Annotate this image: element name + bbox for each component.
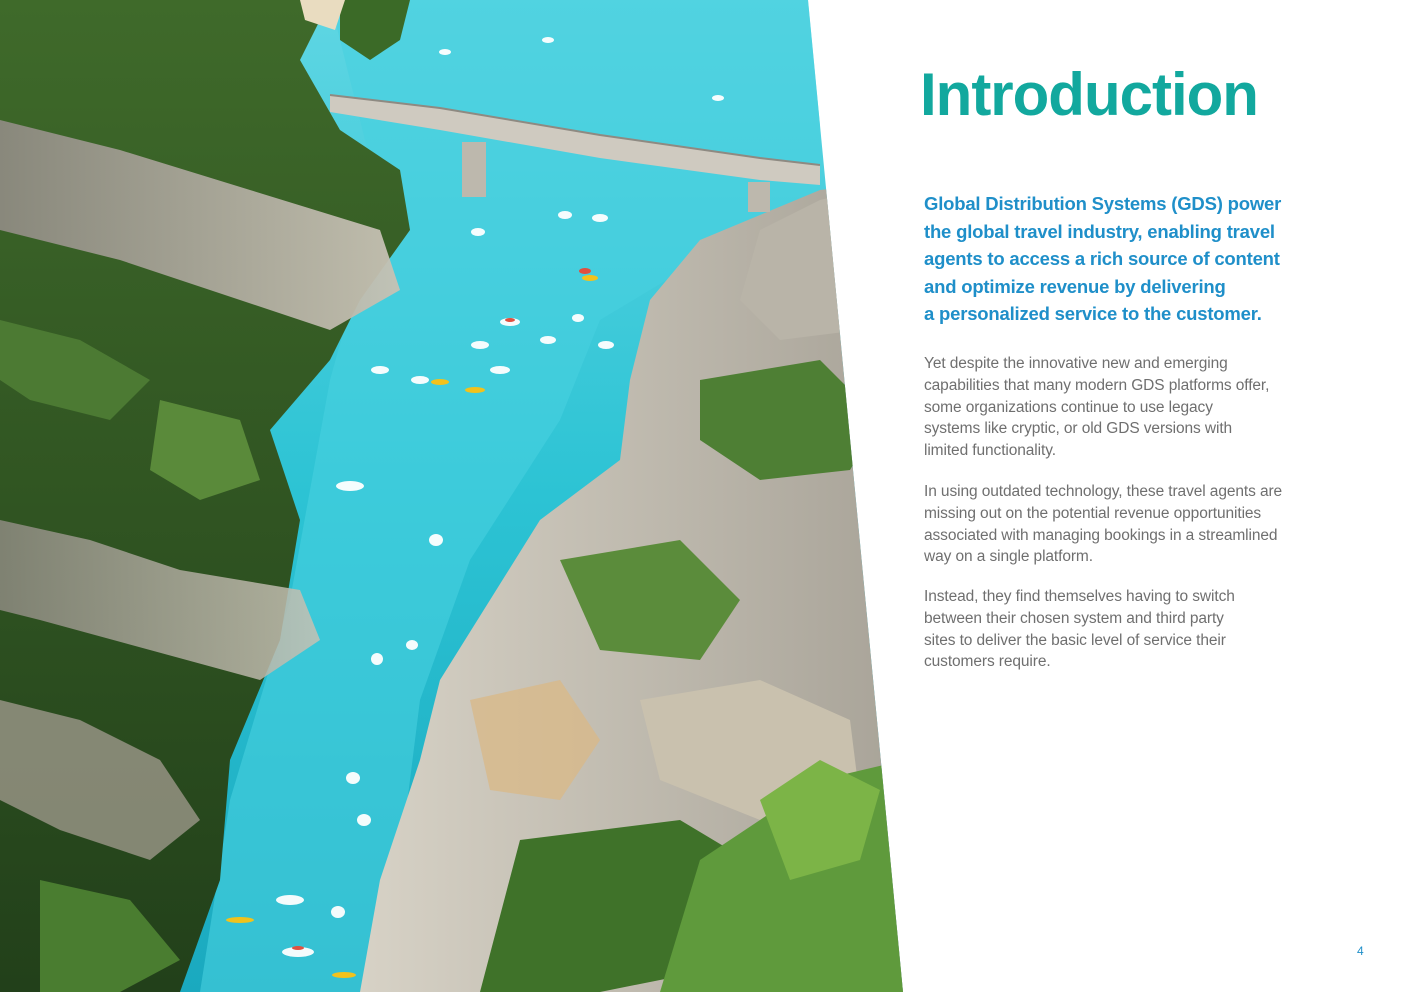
lead-line: the global travel industry, enabling travel (924, 220, 1275, 242)
body-paragraph-2 (924, 481, 1324, 568)
body-line: some organizations continue to use legacy (924, 398, 1213, 416)
body-line: between their chosen system and third party (924, 609, 1224, 627)
lead-line: a personalized service to the customer. (924, 303, 1262, 324)
body-line: customers require. (924, 653, 1051, 671)
page-number: 4 (1357, 944, 1364, 958)
body-line: systems like cryptic, or old GDS versions with (924, 420, 1233, 438)
body-line: Yet despite the innovative new and emerging (924, 355, 1228, 372)
lead-line: agents to access a rich source of content (924, 248, 1280, 269)
lead-line: Global Distribution Systems (GDS) power (924, 193, 1282, 214)
body-line: capabilities that many modern GDS platforms offer, (924, 376, 1270, 394)
body-line: limited functionality. (924, 442, 1056, 460)
body-line: missing out on the potential revenue opportunities (924, 504, 1262, 522)
lead-line: and optimize revenue by delivering (924, 275, 1226, 297)
body-line: In using outdated technology, these travel agents are (924, 483, 1283, 500)
body-line: associated with managing bookings in a streamlined (924, 526, 1278, 544)
body-line: Instead, they find themselves having to switch (924, 588, 1235, 605)
body-paragraph-1 (924, 353, 1324, 462)
body-line: sites to deliver the basic level of service their (924, 631, 1226, 649)
page-title: Introduction (920, 61, 1258, 128)
body-line: way on a single platform. (924, 548, 1093, 566)
body-paragraph-3 (924, 586, 1324, 673)
lead-paragraph (924, 190, 1324, 328)
